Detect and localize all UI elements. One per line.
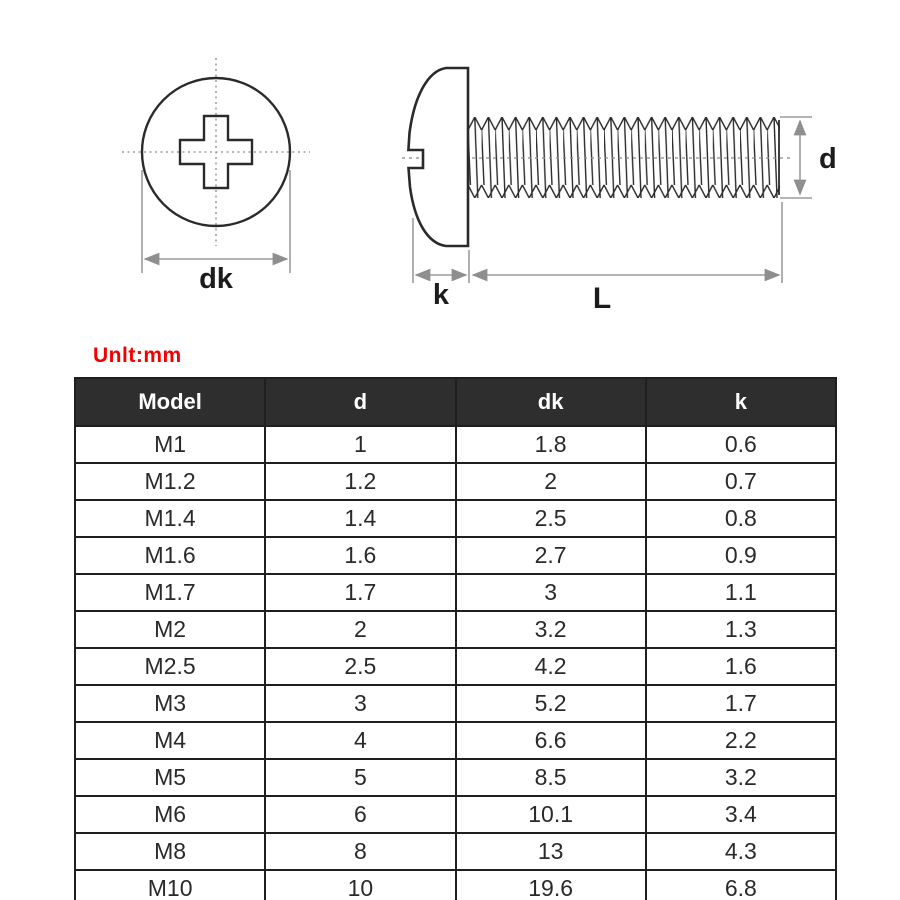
table-cell: 2 [265,611,455,648]
column-header-d: d [265,378,455,426]
table-cell: 19.6 [456,870,646,900]
d-dimension-label: d [819,143,837,175]
table-cell: M3 [75,685,265,722]
k-dimension-label: k [432,279,450,311]
l-dimension-label: L [592,282,612,315]
table-cell: 3.2 [646,759,836,796]
table-cell: 1.7 [265,574,455,611]
table-cell: 0.9 [646,537,836,574]
table-cell: 8 [265,833,455,870]
table-cell: 1.6 [265,537,455,574]
table-cell: 8.5 [456,759,646,796]
table-cell: M4 [75,722,265,759]
table-cell: 0.8 [646,500,836,537]
table-cell: 6.6 [456,722,646,759]
table-row [75,796,836,833]
table-cell: 6 [265,796,455,833]
table-cell: M1.2 [75,463,265,500]
table-cell: M10 [75,870,265,900]
table-cell: 1.8 [456,426,646,463]
table-cell: 2 [456,463,646,500]
table-cell: M6 [75,796,265,833]
table-row [75,463,836,500]
table-cell: 2.5 [456,500,646,537]
spec-table [74,377,837,900]
table-cell: 4.2 [456,648,646,685]
table-cell: 1.1 [646,574,836,611]
table-cell: 2.2 [646,722,836,759]
table-cell: 5 [265,759,455,796]
table-row [75,722,836,759]
table-cell: 1.2 [265,463,455,500]
table-cell: M8 [75,833,265,870]
spec-table-body [75,426,836,900]
table-cell: 1.4 [265,500,455,537]
table-cell: M1.6 [75,537,265,574]
table-row [75,500,836,537]
table-cell: 4.3 [646,833,836,870]
table-cell: 4 [265,722,455,759]
table-row [75,870,836,900]
table-cell: M1 [75,426,265,463]
screw-side-view [380,40,840,325]
table-row [75,426,836,463]
table-cell: 1.6 [646,648,836,685]
table-cell: M2.5 [75,648,265,685]
table-cell: 0.7 [646,463,836,500]
table-row [75,648,836,685]
table-cell: 2.7 [456,537,646,574]
dk-dimension-label: dk [199,263,233,295]
table-cell: M5 [75,759,265,796]
table-cell: 3 [456,574,646,611]
unit-label: Unlt:mm [93,344,182,367]
table-cell: 1.7 [646,685,836,722]
table-cell: 10 [265,870,455,900]
table-row [75,537,836,574]
table-cell: 10.1 [456,796,646,833]
table-row [75,574,836,611]
table-cell: 1 [265,426,455,463]
table-cell: 6.8 [646,870,836,900]
header-row [75,378,836,426]
screw-head-top-view [100,40,340,300]
spec-table-header [75,378,836,426]
table-row [75,759,836,796]
table-cell: M2 [75,611,265,648]
table-cell: 2.5 [265,648,455,685]
column-header-model: Model [75,378,265,426]
table-cell: 3.4 [646,796,836,833]
table-row [75,685,836,722]
column-header-dk: dk [456,378,646,426]
table-cell: 13 [456,833,646,870]
table-cell: 5.2 [456,685,646,722]
table-cell: 3 [265,685,455,722]
table-row [75,833,836,870]
table-cell: M1.4 [75,500,265,537]
table-cell: M1.7 [75,574,265,611]
pan-head-profile [408,68,468,246]
column-header-k: k [646,378,836,426]
table-row [75,611,836,648]
table-cell: 1.3 [646,611,836,648]
table-cell: 0.6 [646,426,836,463]
table-cell: 3.2 [456,611,646,648]
